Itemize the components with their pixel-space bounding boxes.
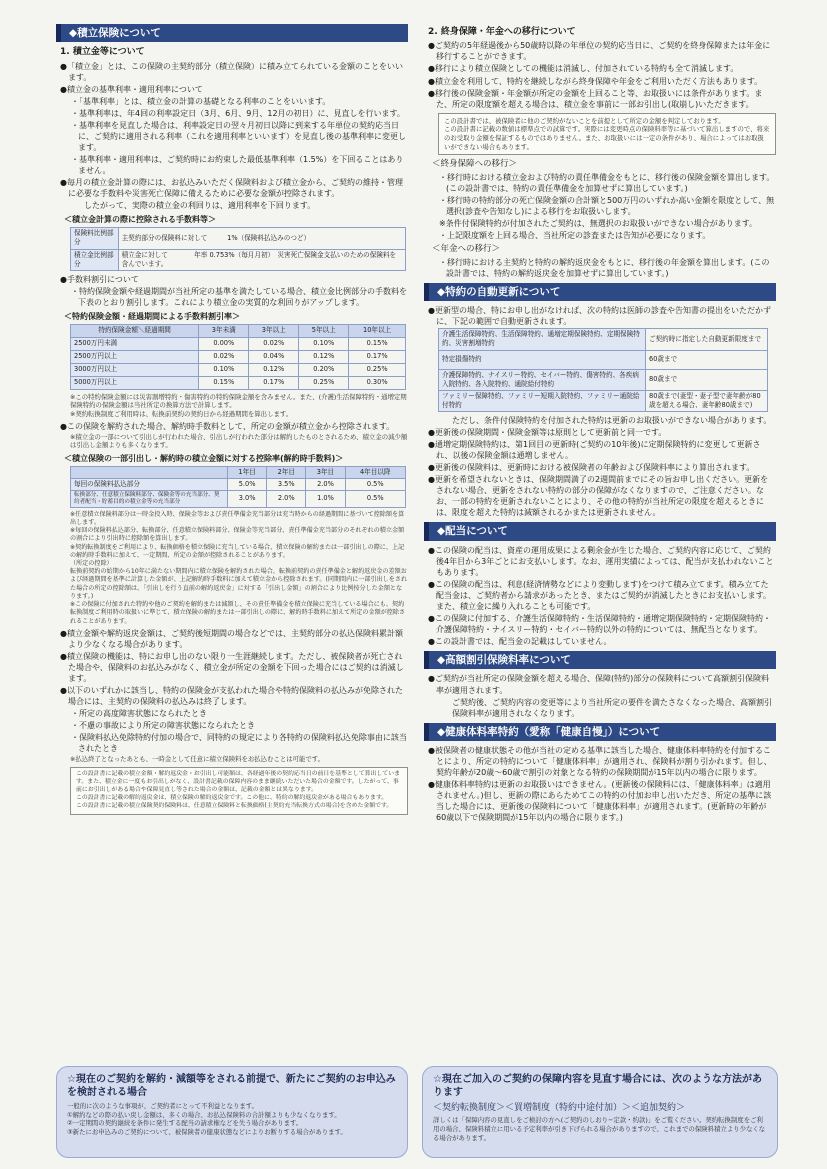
bullet-item: ●積立金を利用して、特約を継続しながら終身保障や年金をご利用いただく方法もあります。 — [428, 76, 763, 86]
section-title-dividend: ◆配当について — [424, 522, 776, 540]
lifetime-transition-heading: ＜終身保障への移行＞ — [432, 159, 518, 170]
annuity-transition-heading: ＜年金への移行＞ — [432, 244, 501, 255]
bullet-item: ●この保険の配当は、利息(経済情勢などにより変動します)をつけて積み立てます。積み立てた配当金は、ご契約者から請求があったとき、またはご契約が消滅したときにお支払いします。また、積立金に繰り入れることも可能です。 — [428, 579, 771, 611]
notice-box-review — [422, 1066, 778, 1158]
notice-box-text: 詳しくは「保障内容の見直しをご検討の方へ(ご契約のしおり−定款・約款)」をご覧ください。契約転換制度をご利用の場合、保険料積立に用いる予定利率が引き下げられる場合がありますので、これまでの保険料積立より少なくなる場合があります。 — [433, 1116, 766, 1142]
table-cell: 特定損傷特約 — [439, 350, 646, 369]
subsection-title-transition: 2. 終身保障・年金への移行について — [428, 27, 576, 37]
table-cell: 0.25% — [299, 376, 349, 389]
bullet-rate-heading: ●積立金の基準利率・適用利率について — [60, 84, 203, 94]
table-row — [439, 350, 768, 369]
table-cell: 0.10% — [299, 337, 349, 350]
bullet-discount: ●手数料割引について — [60, 274, 139, 284]
table-cell: 0.5% — [345, 479, 405, 491]
notice-box-text: 一般的に次のような事項が、ご契約者にとって不利益となります。 ①解約などの際の払い戻し金額は、多くの場合、お払込保険料の合計額よりも少なくなります。 ②一定期間の契約継続を条件に発生する配当の請求権などを失う場合があります。 ③新たにお申込みのご契約について、被保険者の健康状態などによりお断りする場合があります。 — [67, 1102, 347, 1136]
section-title-high-discount: ◆高額割引保険料率について — [424, 651, 776, 669]
table-cell: 0.5% — [345, 491, 405, 507]
table-header-cell: 5年以上 — [299, 324, 349, 337]
bullet-item: ●通増定期保険特約は、第1回目の更新時(ご契約の10年後)に定期保険特約に変更して更新され、以後の保険金額は通増しません。 — [428, 440, 761, 461]
table-cell: 0.12% — [299, 350, 349, 363]
note-box-right: この設計書では、被保険者に他のご契約がないことを前提として所定の金額を判定しております。 この設計書に記載の数値は標準点での試算です。実際には変更時点の保険料率等に基づいて算出しますので、将来のお受取り金額を保証するものではありません。また、お取扱いには一定の条件があり、場合によってはお取扱いができない場合もあります。 — [438, 113, 776, 156]
table-cell: 0.12% — [249, 363, 299, 376]
table-header-cell: 10年以上 — [349, 324, 406, 337]
table-cell: 保険料比例部分 — [71, 228, 119, 249]
bullet-item: ●以下のいずれかに該当し、特約の保険金が支払われた場合や特約保険料の払込みが免除された場合には、主契約の保険料の払込みは終了します。 — [60, 685, 403, 706]
bullet-item: ●移行により積立保険としての機能は消滅し、付加されている特約も全て消滅します。 — [428, 64, 739, 74]
table-cell: 0.30% — [349, 376, 406, 389]
table-header-cell — [71, 467, 228, 479]
sub-item: ※条件付保険特約が付加されたご契約は、無選択のお取扱いができない場合があります。 — [439, 219, 758, 228]
notice-box-title: ☆現在ご加入のご契約の保障内容を見直す場合には、次のような方法があります — [433, 1074, 762, 1098]
table-cell: 転換部分、任意積立保険料部分、保険金等の充当部分、契約者配当・貯蓄目的の積立金等の充当部分 — [71, 491, 228, 507]
sub-item: ・基準利率を見直した場合は、利率設定日の翌々月初日以降に到来する年単位の契約応当日に、ご契約に適用される利率（これを適用利率といいます）を見直し後の基準利率に変更します。 — [71, 121, 406, 153]
bullet-item: ●更新後の保険期間・保険金額等は原則として更新前と同一です。 — [428, 427, 667, 437]
bullet-item: ●更新後の保険料は、更新時における被保険者の年齢および保険料率により算出されます。 — [428, 463, 755, 473]
table-header-cell: 4年目以降 — [345, 467, 405, 479]
sub-item: ・保険料払込免除特約付加の場合で、同特約の規定により各特約の保険料払込免除事由に該当されたとき — [71, 733, 407, 754]
auto-renewal-note: ただし、条件付保険特約を付加された特約は更新のお取扱いができない場合があります。 — [452, 415, 772, 425]
table-cell: 0.00% — [199, 337, 249, 350]
table-row — [439, 369, 768, 390]
sub-item: ・移行時における積立金および特約の責任準備金をもとに、移行後の保険金額を算出します。(この設計書では、特約の責任準備金を加算せずに算出しています。) — [439, 172, 775, 193]
bullet-item: ●健康体料率特約は更新のお取扱いはできません。(更新後の保険料には、「健康体料率」は適用されません。)但し、更新の際にあらためてこの特約の付加お申し出いただき、所定の基準に該当した場合には、更新後の保険料について「健康体料率」が適用されます。(更新時の年齢が60歳以下で保険期間が15年以内の場合に限ります。) — [428, 780, 772, 823]
left-column — [56, 24, 408, 819]
table-cell: ファミリー保障特約、ファミリー短期入院特約、ファミリー通院給付特約 — [439, 390, 646, 411]
table-cell: 80歳まで — [646, 369, 768, 390]
sub-item: ・移行時における主契約と特約の解約返戻金をもとに、移行後の年金額を算出します。(この設計書では、特約の解約返戻金を加算せずに算出しています。) — [439, 257, 770, 278]
rate-table — [70, 324, 406, 390]
sub-item: ・「基準利率」とは、積立金の計算の基礎となる利率のことをいいます。 — [71, 96, 331, 106]
table-cell: 0.04% — [249, 350, 299, 363]
bullet-item: ●被保険者の健康状態その他が当社の定める基準に該当した場合、健康体料率特約を付加することにより、所定の特約について「健康体料率」が適用され、保険料が割り引かれます。但し、契約年齢が20歳〜60歳で割引の対象となる特約の保険期間が15年以内の場合に限ります。 — [428, 746, 772, 778]
table-cell: 3000万円以上 — [71, 363, 199, 376]
table-row — [71, 337, 406, 350]
table-row — [71, 376, 406, 389]
table-cell: 5.0% — [228, 479, 267, 491]
fee-note: したがって、実際の積立金の利回りは、適用利率を下回ります。 — [84, 201, 316, 211]
sub-item: ・基準利率・適用利率は、ご契約時にお約束した最低基準利率（1.5%）を下回ることはありません。 — [71, 155, 404, 176]
table-cell: 積立金比例部分 — [71, 249, 119, 270]
rate-table-title: ＜特約保険金額・経過期間による手数料割引率＞ — [64, 311, 240, 321]
table-cell: 2.0% — [267, 491, 306, 507]
table-header-row — [71, 324, 406, 337]
table-header-cell: 3年未満 — [199, 324, 249, 337]
table-cell: 0.15% — [199, 376, 249, 389]
table-cell: 5000万円以上 — [71, 376, 199, 389]
withdrawal-note: ※積立金の一部について引出しが行われた場合、引出しが行われた部分は解約したものとされるため、積立金の減少額は引出し金額よりも多くなります。 — [70, 432, 408, 450]
notice-box-cancellation — [56, 1066, 408, 1158]
bullet-item: ●ご契約が当社所定の保険金額を超える場合、保障(特約)部分の保険料について高額割引保険料率が適用されます。 — [428, 674, 770, 695]
table-row — [71, 491, 406, 507]
table-header-cell: 2年目 — [267, 467, 306, 479]
withdrawal-table — [70, 466, 406, 508]
section-title-healthy-rate: ◆健康体料率特約（愛称「健康自慢」）について — [424, 723, 776, 741]
table-header-row — [71, 467, 406, 479]
withdrawal-table-notes: ※任意積立保険料部分は一時金投入時、保険金等および責任準備金充当部分は充当時からの経過期間に基づいて控除額を算出します。 ※毎回の保険料払込部分、転換部分、任意積立保険料部分、保険金等充当部分、責任準備金充当部分のそれぞれの積立金額の割合により引出時に控除額を算出します。 ※契約転換制度をご利用により、転換価格を積立保険に充当している場合、積立保険の解約または一部引出しの際に、上記の解約時手数料に加えて、一定期間、所定の金額が控除されることがあります。 （所定の控除） 転換前契約の始期から10年に満たない期間内に積立保険を解約された場合、転換前契約の責任準備金と解約返戻金の差額および経過期間を基準に計算した金額が、上記解約時手数料に加えて積立金から控除されます。(同期間内に一部引出しをされた場合の所定の控除額は、「引出しを行う直前の解約返戻金」に対する「引出し金額」の割合により比例按分した金額となります。) ※この保険に付加された特約や他のご契約を解約または減額し、その責任準備金を積立保険に充当している場合にも、契約転換制度ご利用時の取扱いに準じて、積立保険の解約または一部引出しの際に、解約時手数料に加えて所定の金額が控除されることがあります。 — [70, 510, 408, 625]
table-cell: 80歳まで(妻型・妻子型で妻年齢が80歳を超える場合、妻年齢80歳まで) — [646, 390, 768, 411]
table-header-cell: 3年目 — [306, 467, 345, 479]
table-cell: 2500万円未満 — [71, 337, 199, 350]
note-box-left: この設計書に記載の積立金額・解約返戻金・お引出し可能額は、各経過年後の契約応当日の前日を基準として算出しています。また、積立金に一度もお引出しがなく、設計書記載の保障内容のまま継続いただいた場合の金額です。したがって、事前にお引出しがある場合や保障見直し等された場合の金額は、記載の金額とは異なります。 この設計書に記載の解約返戻金は、積立保険の解約返戻金です。この他に、特約の解約返戻金がある場合もあります。 この設計書に記載の積立保険契約保険料は、任意積立保険料と転換価格(主契約充当転換方式の場合)を含めた金額です。 — [70, 767, 408, 815]
table-cell: 2500万円以上 — [71, 350, 199, 363]
table-row — [439, 390, 768, 411]
high-discount-note: ご契約後、ご契約内容の変更等により当社所定の要件を満たさなくなった場合、高額割引保険料率が適用されなくなります。 — [452, 697, 772, 718]
sub-item: ・所定の高度障害状態になられたとき — [71, 708, 207, 718]
table-cell: 1.0% — [306, 491, 345, 507]
bullet-item: ●更新を希望されないときは、保険期間満了の2週間前までにその旨お申し出ください。更新をされない場合、更新をされない特約の部分の保障がなくなりますので、ご注意ください。なお、一部の特約を更新されないことにより、その他の特約が当社所定の限度を超えるときには、限度を超えた特約は減額されるかまたは更新されません。 — [428, 475, 769, 518]
auto-renewal-table — [438, 328, 768, 412]
sub-item-note: ※払込終了となったあとも、一時金として任意に積立保険料をお払込むことは可能です。 — [70, 755, 325, 764]
sub-item: ・基準利率は、年4回の利率設定日（3月、6月、9月、12月の初日）に、見直しを行います。 — [71, 109, 405, 119]
table-cell: 介護生活保障特約、生活保障特約、通増定期保険特約、定期保険特約、災害割増特約 — [439, 329, 646, 350]
table-row — [71, 249, 406, 270]
table-cell: 積立金に対して 年率 0.753%（毎月月初） 災害死亡保険金支払いのための保険料を含んでいます。 — [118, 249, 405, 270]
bullet-item: ●ご契約の5年経過後から50歳時以降の年単位の契約応当日に、ご契約を終身保障または年金に移行することができます。 — [428, 41, 771, 62]
table-cell: 0.15% — [349, 337, 406, 350]
table-cell: 毎回の保険料払込部分 — [71, 479, 228, 491]
table-cell: 0.20% — [299, 363, 349, 376]
rate-table-notes: ※この特約保険金額には災害割増特約・傷害特約の特約保険金額を含みません。また、(介護)生活保障特約・通増定期保険特約の保険金額は当社所定の換算方法で計算します。 ※契約転換制度ご利用時は、転換前契約の契約日から経過期間を算出します。 — [70, 392, 407, 419]
notice-box-title: ☆現在のご契約を解約・減額等をされる前提で、新たにご契約のお申込みを検討される場合 — [67, 1074, 396, 1098]
table-header-cell: 3年以上 — [249, 324, 299, 337]
section-title-savings-insurance: ◆積立保険について — [56, 24, 408, 42]
section-title-auto-renewal: ◆特約の自動更新について — [424, 283, 776, 301]
table-cell: 0.17% — [249, 376, 299, 389]
table-cell: 0.02% — [199, 350, 249, 363]
table-cell: 主契約部分の保険料に対して 1%（保険料払込みのつど） — [118, 228, 405, 249]
bullet-item: ●この保険に付加する、介護生活保障特約・生活保障特約・通増定期保険特約・定期保険特約・介護保障特約・ナイスリー特約・セイバー特約以外の特約については、無配当となります。 — [428, 613, 771, 634]
bullet-item: ●積立金額や解約返戻金額は、ご契約後短期間の場合などでは、主契約部分の払込保険料累計額より少なくなる場合があります。 — [60, 628, 403, 649]
bullet-item: ●更新型の場合、特にお申し出がなければ、次の特約は医師の診査や告知書の提出をいただかずに、下記の範囲で自動更新されます。 — [428, 306, 771, 327]
sub-item: ・不慮の事故により所定の障害状態になられたとき — [71, 721, 255, 730]
table-row — [439, 329, 768, 350]
table-cell: 0.10% — [199, 363, 249, 376]
sub-item: ・移行時の特約部分の死亡保険金額の合計額と500万円のいずれか高い金額を限度として、無選択(診査や告知なし)による移行をお取扱いします。 — [439, 195, 775, 216]
table-cell: 0.02% — [249, 337, 299, 350]
table-header-cell: 1年目 — [228, 467, 267, 479]
table-cell: 0.17% — [349, 350, 406, 363]
withdrawal-table-title: ＜積立保険の一部引出し・解約時の積立金額に対する控除率(解約時手数料)＞ — [64, 454, 344, 464]
table-row — [71, 479, 406, 491]
subsection-title-reserve: 1. 積立金等について — [60, 47, 145, 58]
table-cell: 0.25% — [349, 363, 406, 376]
notice-box-subtitle: ＜契約転換制度＞＜買増制度（特約中途付加）＞＜追加契約＞ — [433, 1103, 686, 1113]
bullet-item: ●この保険の配当は、資産の運用成果による剰余金が生じた場合、ご契約内容に応じて、ご契約後4年目から3年ごとにお支払いします。なお、運用実績によっては、配当が支払われないこともあります。 — [428, 545, 774, 577]
table-row — [71, 228, 406, 249]
table-cell: 3.5% — [267, 479, 306, 491]
table-cell: 2.0% — [306, 479, 345, 491]
fee-table-title: ＜積立金計算の際に控除される手数料等＞ — [64, 215, 216, 225]
right-column — [424, 24, 776, 824]
table-cell: 介護保障特約、ナイスリー特約、セイバー特約、傷害特約、各疾病入院特約、各入院特約、通院給付特約 — [439, 369, 646, 390]
table-cell: ご契約時に指定した自動更新限度まで — [646, 329, 768, 350]
bullet-reserve-definition: ●「積立金」とは、この保険の主契約部分（積立保険）に積み立てられている金額のことをいいます。 — [60, 61, 403, 82]
table-cell: 60歳まで — [646, 350, 768, 369]
fee-table — [70, 227, 406, 270]
bullet-item: ●移行後の保険金額・年金額が所定の金額を上回ること等、お取扱いには条件があります。また、所定の限度額を超える場合は、積立金を事前に一部お引出し(取崩し)いただきます。 — [428, 88, 763, 109]
bullet-fee: ●毎月の積立金計算の際には、お払込みいただく保険料および積立金から、ご契約の維持・管理に必要な手数料や災害死亡保障に備えるために必要な金額が控除されます。 — [60, 178, 403, 199]
table-row — [71, 350, 406, 363]
sub-item: ・特約保険金額や経過期間が当社所定の基準を満たしている場合、積立金比例部分の手数料を下表のとおり割引します。これにより積立金の実質的な利回りがアップします。 — [71, 286, 407, 307]
bullet-item: ●この設計書では、配当金の記載はしていません。 — [428, 636, 612, 646]
table-row — [71, 363, 406, 376]
table-header-cell: 特約保険金額＼経過期間 — [71, 324, 199, 337]
table-cell: 3.0% — [228, 491, 267, 507]
bullet-item: ●積立保険の機能は、特にお申し出のない限り一生涯継続します。ただし、被保険者が死亡された場合や、保険料のお払込みがなく、積立金が所定の金額を下回った場合にはご契約は消滅します。 — [60, 651, 404, 683]
sub-item: ・上記限度額を上回る場合、当社所定の診査または告知が必要になります。 — [439, 231, 711, 241]
bullet-withdrawal: ●この保険を解約された場合、解約時手数料として、所定の金額が積立金から控除されます。 — [60, 421, 395, 431]
